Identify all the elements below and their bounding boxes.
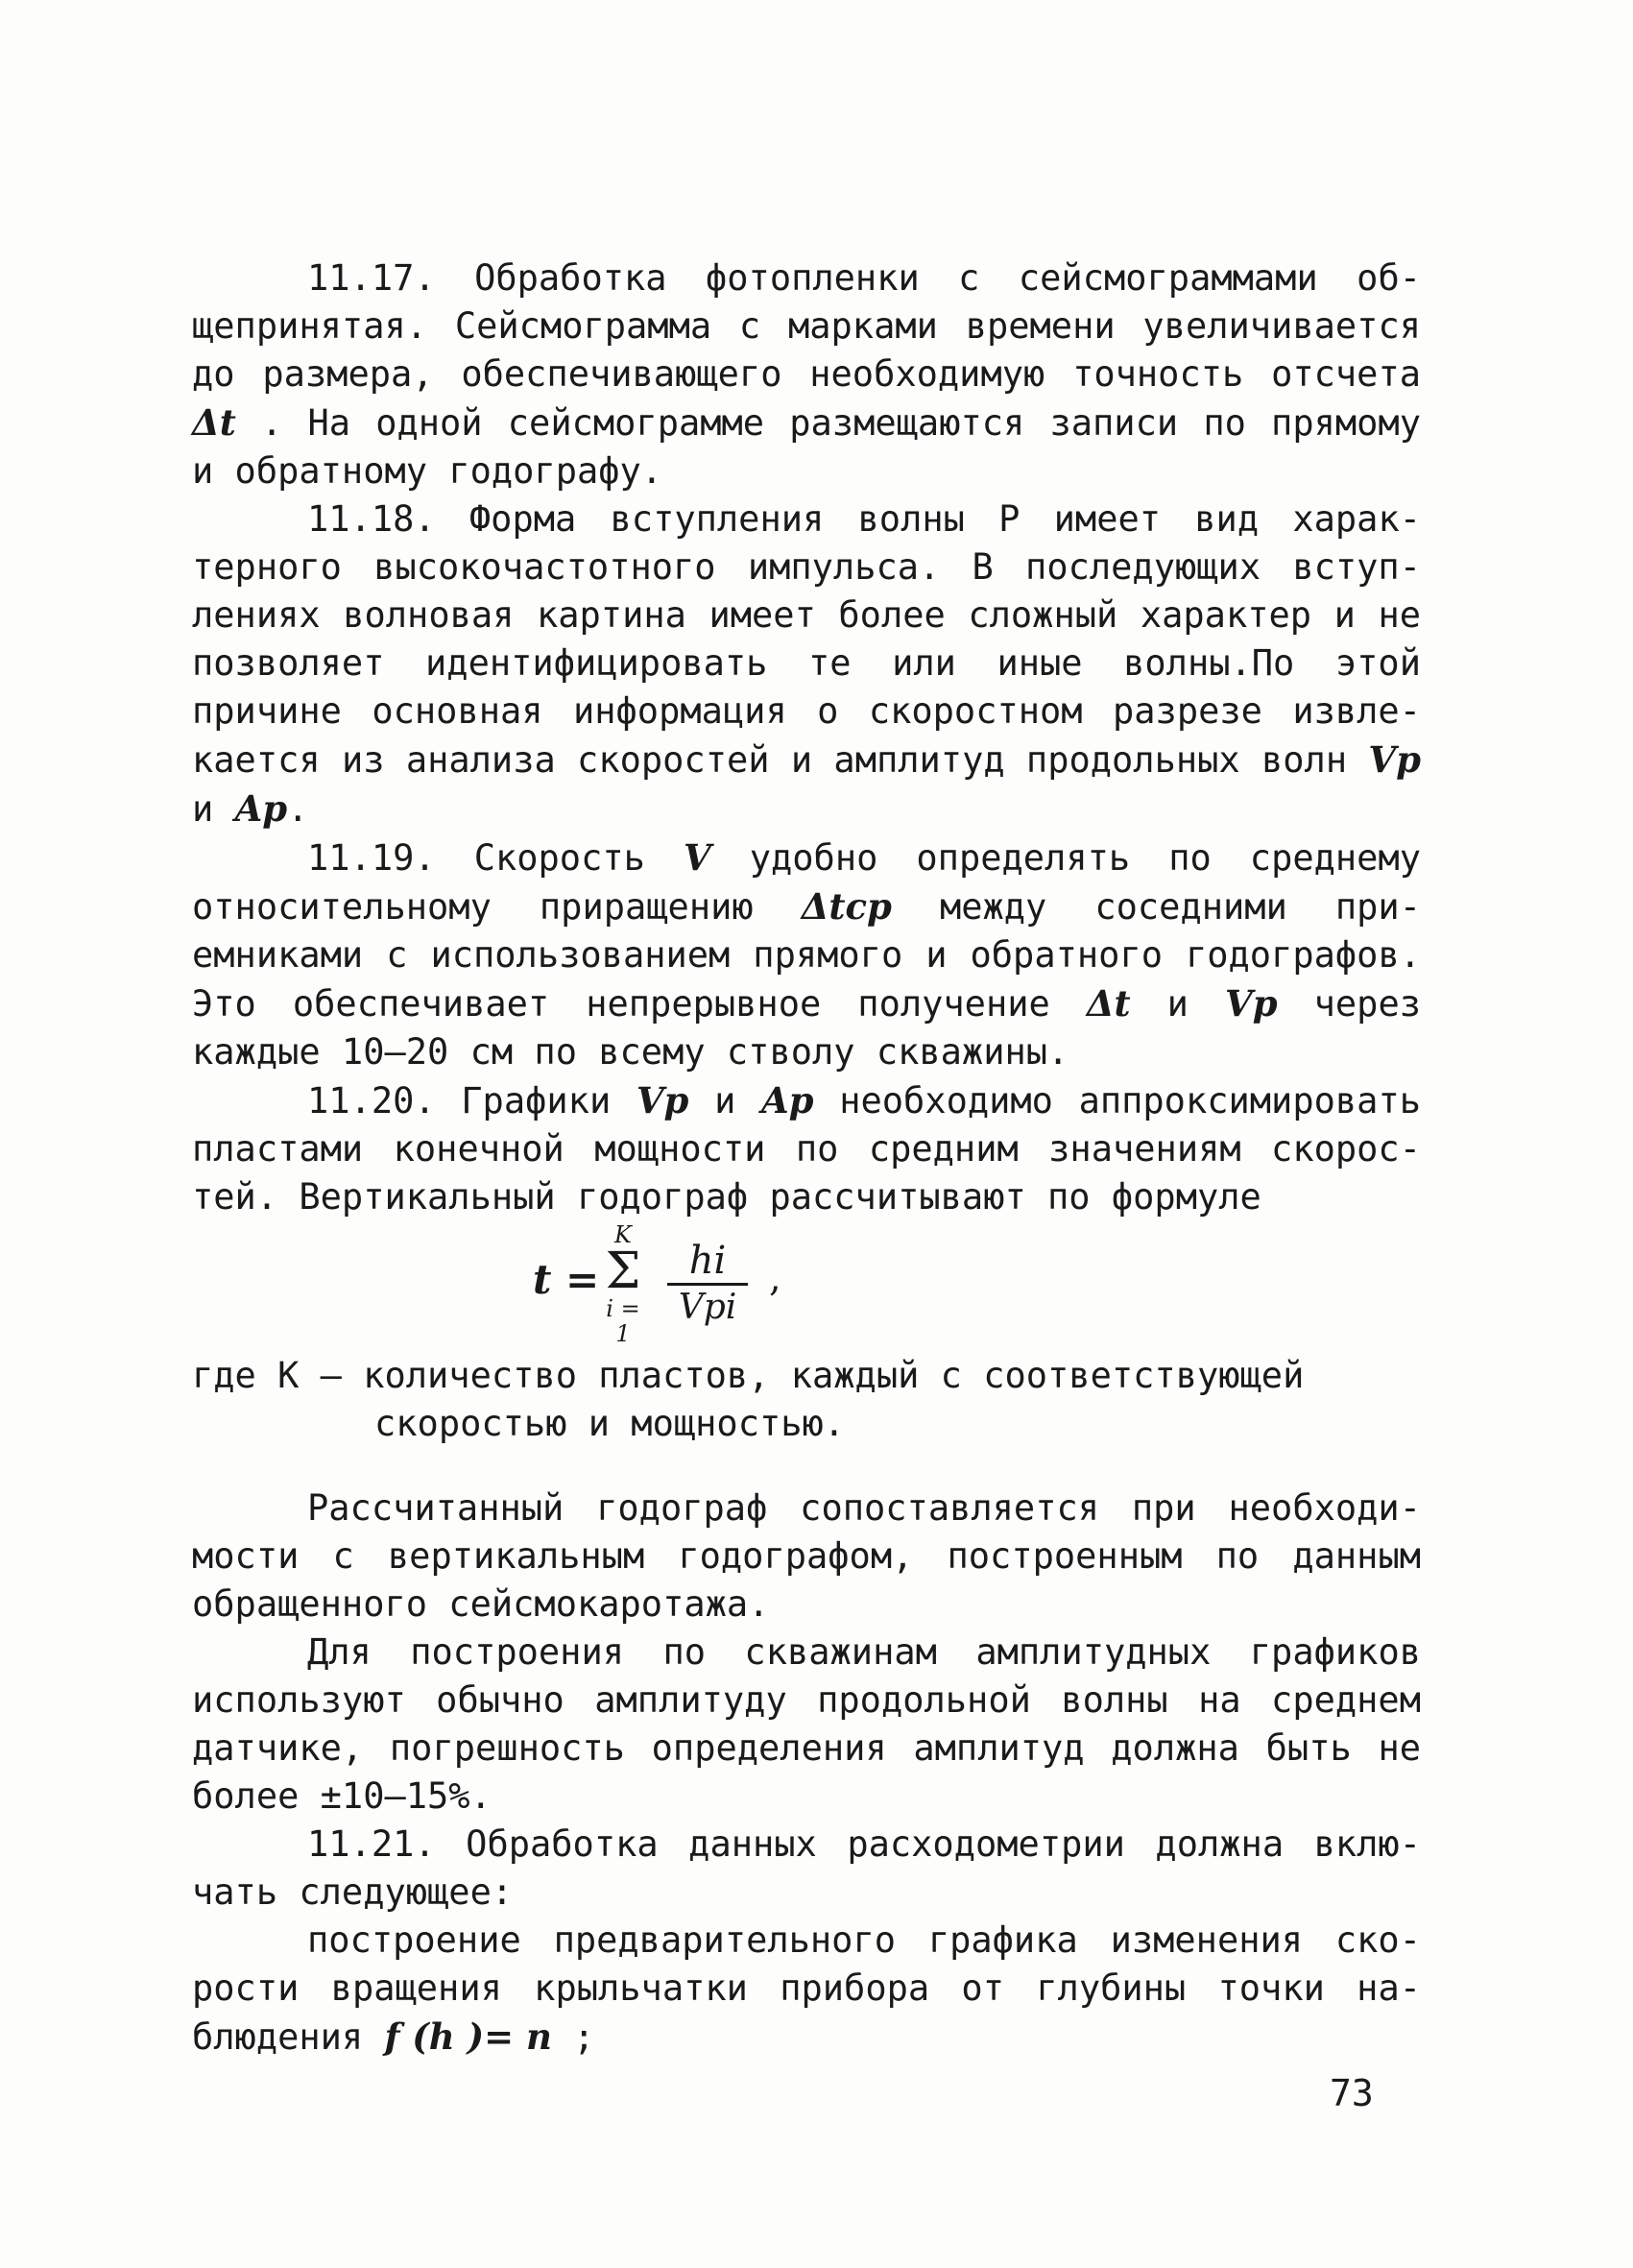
math-delta-t-2: Δt bbox=[1086, 982, 1131, 1025]
formula-lhs: t = bbox=[533, 1256, 600, 1303]
paragraph-11-17: 11.17. Обработка фотопленки с сейсмограммами общепринятая. Сейсмограмма с марками времени увеличивается до размера, обеспечивающего необходимую точность отсчета Δt . На одной сейсмограмме размещаются записи по прямому и обратному годографу. bbox=[192, 257, 1421, 492]
paragraph-11-18: 11.18. Форма вступления волны Р имеет вид характерного высокочастотного импульса. В последующих вступлениях волновая картина имеет более сложный характер и не позволяет идентифицировать те или иные волны.По этой причине основная информация о скоростном разрезе извлекается из анализа скоростей и амплитуд продольных волн Vp и Ap. bbox=[192, 498, 1421, 830]
math-delta-t-cp: Δtср bbox=[801, 885, 892, 928]
math-vp: Vp bbox=[1368, 738, 1421, 781]
sigma-symbol: Σ bbox=[605, 1243, 641, 1300]
paragraph-flow-graph: построение предварительного графика изменения скорости вращения крыльчатки прибора от глубины точки наблюдения f (h )= n ; bbox=[192, 1919, 1421, 2058]
math-vp-2: Vp bbox=[1225, 982, 1278, 1025]
math-delta-t: Δt bbox=[192, 401, 236, 444]
page-number: 73 bbox=[1330, 2072, 1374, 2114]
paragraph-11-20: 11.20. Графики Vp и Ap необходимо аппроксимировать пластами конечной мощности по средним значениям скоростей. Вертикальный годограф рассчитывают по формуле bbox=[192, 1079, 1421, 1218]
formula-sum bbox=[602, 1223, 644, 1346]
math-f-h-n: f (h )= n bbox=[384, 2015, 552, 2058]
math-v: V bbox=[683, 836, 711, 879]
body-text-upper bbox=[192, 254, 1421, 1221]
paragraph-computed-hodograph: Рассчитанный годограф сопоставляется при необходимости с вертикальным годографом, построенным по данным обращенного сейсмокаротажа. bbox=[192, 1487, 1421, 1625]
where-clause-continuation: скоростью и мощностью. bbox=[374, 1403, 846, 1444]
sum-upper-limit: K bbox=[614, 1221, 632, 1248]
formula-fraction bbox=[667, 1239, 748, 1330]
fraction-numerator: hi bbox=[667, 1239, 748, 1286]
body-text-lower bbox=[192, 1371, 1421, 2062]
math-ap: Ap bbox=[234, 787, 288, 830]
math-vp-3: Vp bbox=[636, 1079, 689, 1122]
where-clause: где К – количество пластов, каждый с соответствующей bbox=[192, 1355, 1305, 1396]
math-ap-2: Ap bbox=[760, 1079, 814, 1122]
paragraph-11-19: 11.19. Скорость V удобно определять по среднему относительному приращению Δtср между соседними приемниками с использованием прямого и обратного годографов. Это обеспечивает непрерывное получение Δt и Vp через каждые 10–20 см по всему стволу скважины. bbox=[192, 836, 1422, 1073]
vertical-hodograph-formula bbox=[533, 1219, 878, 1347]
paragraph-11-21: 11.21. Обработка данных расходометрии должна включать следующее: bbox=[192, 1823, 1421, 1913]
formula-comma: , bbox=[769, 1256, 781, 1300]
paragraph-amplitude-graphs: Для построения по скважинам амплитудных графиков используют обычно амплитуду продольной волны на среднем датчике, погрешность определения амплитуд должна быть не более ±10–15%. bbox=[192, 1631, 1421, 1817]
fraction-denominator: Vpi bbox=[678, 1288, 737, 1327]
sum-lower-limit: i = 1 bbox=[606, 1295, 640, 1347]
